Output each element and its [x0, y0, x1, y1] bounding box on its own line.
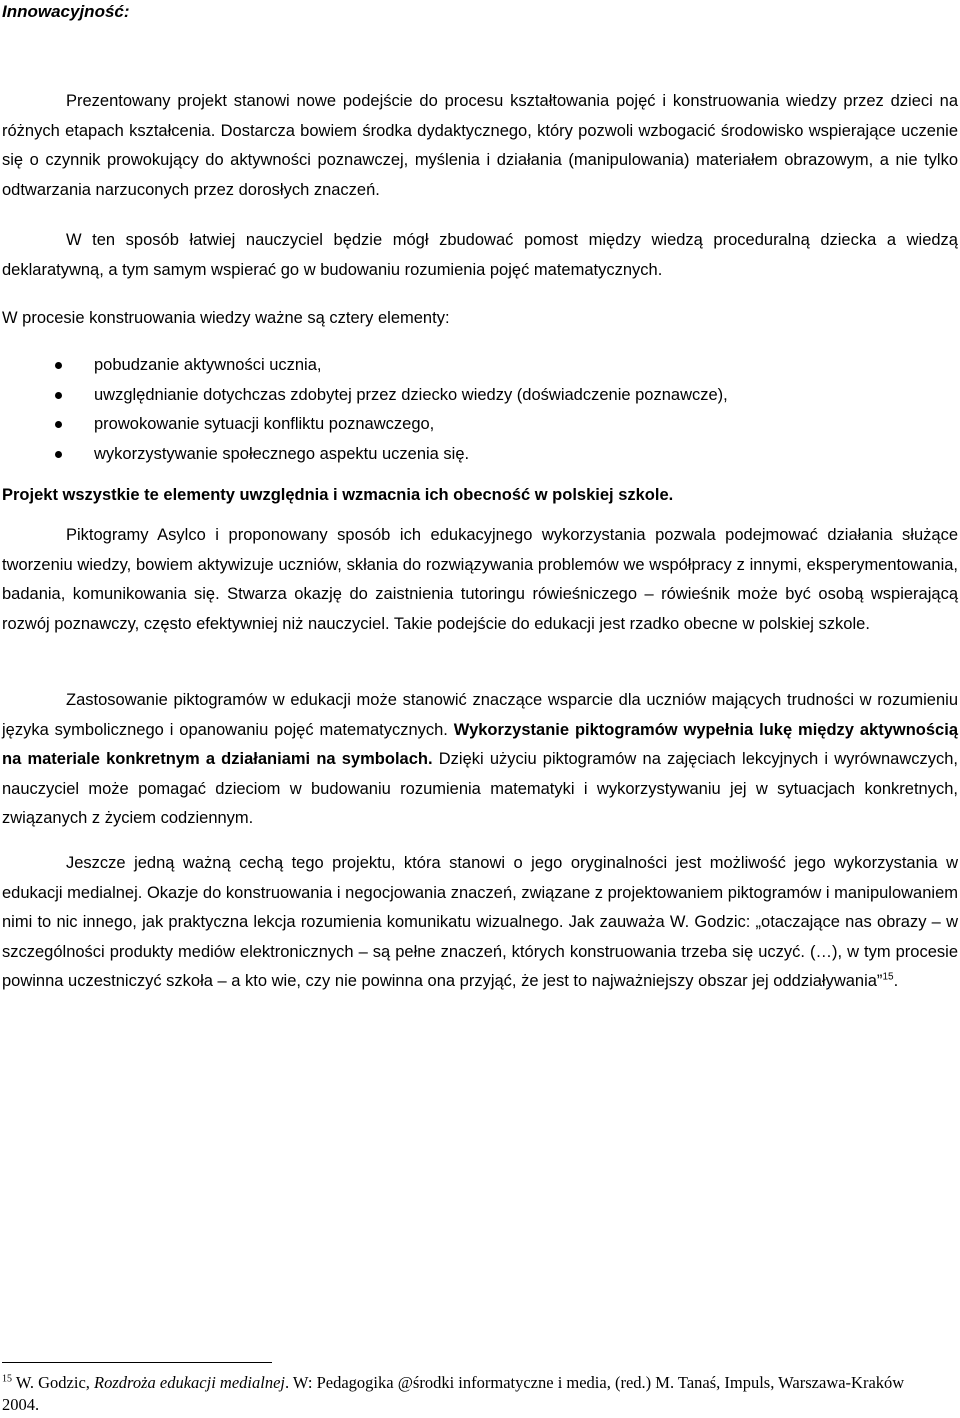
paragraph-pictograms-text: Piktogramy Asylco i proponowany sposób ich edukacyjnego wykorzystania pozwala podejmować działania służące tworzeniu wiedzy, bowiem aktywizuje uczniów, skłania do rozwiązywania problemów we współpracy z innymi, eksperymentowania, badania, komunikowania się. Stwarza okazję do zaistnienia tutoringu rówieśniczego – rówieśnik może być osobą wspierającą rozwój poznawczy, często efektywniej niż nauczyciel. Takie podejście do edukacji jest rzadko obecne w polskiej szkole.: [2, 526, 958, 633]
footnote-author: W. Godzic,: [12, 1373, 95, 1392]
paragraph-bridge: [2, 226, 958, 285]
paragraph-intro-text: Prezentowany projekt stanowi nowe podejście do procesu kształtowania pojęć i konstruowania wiedzy przez dzieci na różnych etapach kształcenia. Dostarcza bowiem środka dydaktycznego, który pozwoli wzbogacić środowisko wspierające uczenie się o czynnik prowokujący do aktywności poznawczej, myślenia i działania (manipulowania) materiałem obrazowym, a nie tylko odtwarzania narzuconych przez dorosłych znaczeń.: [2, 92, 958, 199]
paragraph-application-text-1: Zastosowanie piktogramów w edukacji może stanowić znaczące wsparcie dla uczniów mających trudności w rozumieniu języka symbolicznego i opanowaniu pojęć matematycznych.: [2, 691, 958, 739]
footnote-reference[interactable]: 15: [882, 971, 894, 983]
paragraph-media-education-end: .: [893, 972, 899, 990]
list-item-text: prowokowanie sytuacji konfliktu poznawczego,: [94, 415, 435, 433]
footnote-rest: . W: Pedagogika @środki informatyczne i media, (red.) M. Tanaś, Impuls, Warszawa-Kraków 2004.: [2, 1373, 905, 1414]
paragraph-bridge-text: W ten sposób łatwiej nauczyciel będzie mógł zbudować pomost między wiedzą proceduralną dziecka a wiedzą deklaratywną, a tym samym wspierać go w budowaniu rozumienia pojęć matematycznych.: [2, 231, 958, 279]
list-item-text: wykorzystywanie społecznego aspektu uczenia się.: [94, 444, 470, 463]
footnote-divider: [2, 1362, 272, 1363]
paragraph-elements-intro: [2, 304, 958, 334]
paragraph-application-text-2: Dzięki użyciu piktogramów na zajęciach lekcyjnych i wyrównawczych, nauczyciel może pomagać dzieciom w budowaniu rozumienia matematyki i wykorzystywaniu jej w sytuacjach konkretnych, związanych z życiem codziennym.: [2, 750, 958, 827]
paragraph-summary-bold-text: Projekt wszystkie te elementy uwzględnia i wzmacnia ich obecność w polskiej szkole.: [2, 486, 674, 504]
bullet-icon: [55, 451, 62, 458]
bullet-icon: [55, 392, 62, 399]
list-item-text: pobudzanie aktywności ucznia,: [94, 356, 322, 374]
footnote-title: Rozdroża edukacji medialnej: [94, 1373, 285, 1392]
paragraph-pictograms: [2, 521, 958, 639]
footnote-number: 15: [2, 1373, 12, 1385]
bullet-icon: [55, 421, 62, 428]
list-item: [0, 440, 956, 470]
footnote: [2, 1372, 942, 1416]
paragraph-media-education-text: Jeszcze jedną ważną cechą tego projektu, która stanowi o jego oryginalności jest możliwość jego wykorzystania w edukacji medialnej. Okazje do konstruowania i negocjowania znaczeń, związane z projektowaniem piktogramów i manipulowaniem nimi to nic innego, jak praktyczna lekcja rozumienia komunikatu wizualnego. Jak zauważa W. Godzic: „otaczające nas obrazy – w szczególności produkty mediów elektronicznych – są pełne znaczeń, których konstruowania trzeba się uczyć. (…), w tym procesie powinna uczestniczyć szkoła – a kto wie, czy nie powinna ona przyjąć, że jest to najważniejszy obszar jej oddziaływania”: [2, 854, 958, 990]
paragraph-summary-bold: [2, 481, 958, 511]
paragraph-elements-intro-text: W procesie konstruowania wiedzy ważne są cztery elementy:: [2, 309, 450, 327]
bullet-icon: [55, 362, 62, 369]
paragraph-intro: [2, 87, 958, 205]
paragraph-application: [2, 686, 958, 834]
paragraph-media-education: [2, 849, 958, 997]
list-item: [0, 410, 956, 440]
elements-list: [0, 351, 956, 469]
list-item: [0, 351, 956, 381]
list-item-text: uwzględnianie dotychczas zdobytej przez dziecko wiedzy (doświadczenie poznawcze),: [94, 385, 728, 404]
list-item: [0, 381, 956, 411]
section-heading: Innowacyjność:: [2, 2, 130, 21]
paragraph-application-bold: Wykorzystanie piktogramów wypełnia lukę między aktywnością na materiale konkretnym a działaniami na symbolach.: [2, 720, 958, 768]
